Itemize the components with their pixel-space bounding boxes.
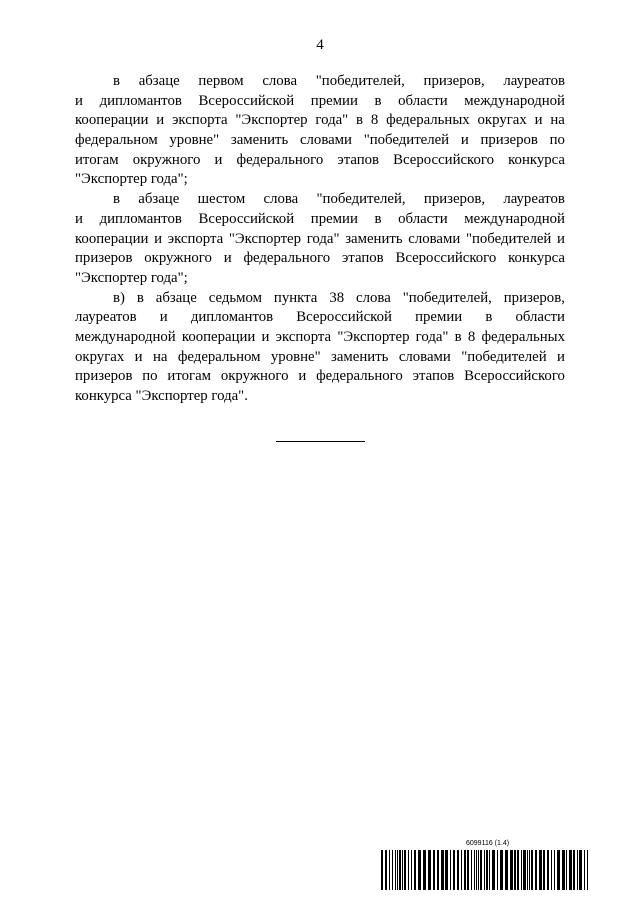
barcode-bar <box>562 850 565 890</box>
word: "победителей <box>461 348 547 365</box>
barcode-bar <box>554 850 555 890</box>
word: этапов <box>337 151 380 168</box>
word: "победителей, <box>315 73 405 89</box>
barcode-bar <box>423 850 426 890</box>
word: кооперации <box>75 112 149 129</box>
barcode-bar <box>389 850 390 890</box>
word: в <box>356 112 364 129</box>
barcode-bar <box>471 850 472 890</box>
barcode-bar <box>521 850 522 890</box>
word: "победителей, <box>316 191 406 208</box>
word: дипломантов <box>99 210 182 227</box>
paragraph-2 <box>75 190 565 288</box>
word: в <box>113 73 120 89</box>
barcode-bar <box>551 850 552 890</box>
word: Всероссийского <box>464 368 565 385</box>
word: окружного <box>144 250 212 267</box>
barcode-bar <box>395 850 396 890</box>
text-line <box>75 190 565 210</box>
barcode-bar <box>484 850 485 890</box>
word: федеральных <box>481 328 565 345</box>
barcode-bar <box>478 850 479 890</box>
word: в <box>485 309 493 326</box>
barcode-bar <box>577 850 578 890</box>
barcode-bar <box>566 850 567 890</box>
word: шестом <box>197 191 246 208</box>
word: конкурса <box>508 250 565 267</box>
barcode-bar <box>437 850 439 890</box>
word: премии <box>415 309 463 326</box>
word: премии <box>310 210 358 227</box>
word: "победителей <box>465 230 552 247</box>
barcode-bar <box>539 850 542 890</box>
paragraph-3 <box>75 289 565 407</box>
word: заменить <box>345 230 403 247</box>
barcode-bar <box>457 850 459 890</box>
text-line <box>75 111 565 131</box>
word: федеральных <box>386 112 470 129</box>
barcode-bar <box>584 850 585 890</box>
barcode-bar <box>474 850 475 890</box>
paragraph-1 <box>75 72 565 190</box>
word: "победителей, <box>402 289 492 306</box>
barcode-bar <box>428 850 431 890</box>
word: федерального <box>243 250 331 267</box>
word: области <box>515 309 565 326</box>
word: уровне" <box>169 132 220 149</box>
text-line <box>75 131 565 151</box>
word: первом <box>198 73 244 89</box>
word: на <box>550 112 565 129</box>
word: Всероссийского <box>395 250 497 267</box>
barcode-bar <box>489 850 490 890</box>
word: по <box>142 368 158 385</box>
word: окружного <box>220 368 289 385</box>
barcode-bar <box>573 850 575 890</box>
word: федерального <box>316 368 403 385</box>
text-line <box>75 92 565 112</box>
barcode <box>381 850 591 890</box>
barcode-bar <box>547 850 549 890</box>
word: призеров <box>480 132 538 149</box>
word: лауреатов <box>503 191 565 208</box>
word: этапов <box>412 368 455 385</box>
text-line <box>75 72 565 92</box>
barcode-bar <box>433 850 435 890</box>
word: абзаце <box>155 289 197 306</box>
word: в) <box>113 289 125 306</box>
barcode-bar <box>514 850 516 890</box>
word: Всероссийской <box>296 309 392 326</box>
word: области <box>398 92 448 109</box>
barcode-bar <box>381 850 383 890</box>
word: экспорта <box>275 328 332 345</box>
word: и <box>75 210 83 227</box>
word: и <box>214 151 223 168</box>
word: абзаце <box>138 73 180 89</box>
text-line <box>75 210 565 230</box>
text-line: "Экспортер года"; <box>75 269 188 286</box>
word: дипломантов <box>99 92 182 109</box>
barcode-bar <box>557 850 560 890</box>
word: пункта <box>273 289 318 306</box>
word: призеров <box>75 250 133 267</box>
barcode-bar <box>411 850 412 890</box>
document-body <box>75 72 565 407</box>
word: "Экспортер <box>228 230 302 247</box>
text-line <box>75 289 565 309</box>
word: конкурса <box>508 151 565 168</box>
word: округах <box>75 348 125 365</box>
word: 8 <box>467 328 476 345</box>
barcode-bar <box>587 850 588 890</box>
word: и <box>154 230 163 247</box>
barcode-bar <box>418 850 421 890</box>
word: абзаце <box>138 191 180 208</box>
word: Всероссийского <box>393 151 494 168</box>
word: экспорта <box>172 112 228 129</box>
text-line <box>75 348 565 368</box>
word: этапов <box>341 250 384 267</box>
barcode-bar <box>408 850 409 890</box>
word: международной <box>464 210 565 227</box>
text-line: "Экспортер года"; <box>75 171 188 188</box>
word: международной <box>464 92 565 109</box>
word: и <box>159 309 168 326</box>
word: призеров, <box>423 191 486 208</box>
barcode-bar <box>535 850 537 890</box>
barcode-bar <box>492 850 495 890</box>
word: в <box>136 289 144 306</box>
word: заменить <box>230 132 289 149</box>
word: и <box>557 230 565 247</box>
word: на <box>152 348 168 365</box>
word: и <box>223 250 232 267</box>
page-number: 4 <box>316 37 324 53</box>
barcode-bar <box>402 850 403 890</box>
word: международной <box>75 328 176 345</box>
barcode-bar <box>523 850 526 890</box>
word: призеров, <box>503 289 565 306</box>
barcode-bar <box>404 850 406 890</box>
text-line <box>75 249 565 269</box>
barcode-bar <box>500 850 503 890</box>
word: года" <box>415 328 449 345</box>
barcode-bar <box>461 850 462 890</box>
word: округах <box>477 112 527 129</box>
word: уровне" <box>270 348 321 365</box>
word: федеральном <box>75 132 158 149</box>
word: итогам <box>75 151 119 168</box>
word: окружного <box>132 151 201 168</box>
word: в <box>454 328 462 345</box>
word: слова <box>356 289 391 306</box>
word: и <box>534 112 543 129</box>
word: года" <box>315 112 349 129</box>
word: "победителей <box>363 132 450 149</box>
barcode-bar <box>467 850 469 890</box>
barcode-bar <box>517 850 519 890</box>
barcode-bar <box>441 850 444 890</box>
barcode-bar <box>531 850 533 890</box>
word: словами <box>299 132 352 149</box>
word: Всероссийской <box>198 210 295 227</box>
barcode-bar <box>579 850 582 890</box>
barcode-bar <box>453 850 455 890</box>
word: призеров, <box>423 73 485 89</box>
word: по <box>549 132 565 149</box>
word: Всероссийской <box>198 92 295 109</box>
text-line <box>75 230 565 250</box>
barcode-bar <box>399 850 401 890</box>
barcode-bar <box>450 850 451 890</box>
word: федеральном <box>177 348 261 365</box>
barcode-bar <box>385 850 387 890</box>
word: кооперации <box>181 328 256 345</box>
barcode-bar <box>464 850 466 890</box>
word: словами <box>408 230 461 247</box>
word: в <box>374 92 382 109</box>
text-line <box>75 151 565 171</box>
word: и <box>156 112 165 129</box>
barcode-bar <box>510 850 513 890</box>
word: года" <box>306 230 340 247</box>
word: словами <box>398 348 451 365</box>
word: седьмом <box>208 289 262 306</box>
word: кооперации <box>75 230 149 247</box>
barcode-bar <box>529 850 530 890</box>
barcode-bar <box>543 850 545 890</box>
text-line <box>75 328 565 348</box>
word: и <box>460 132 469 149</box>
barcode-bar <box>527 850 528 890</box>
text-line <box>75 367 565 387</box>
barcode-bar <box>397 850 398 890</box>
word: экспорта <box>167 230 224 247</box>
text-line: конкурса "Экспортер года". <box>75 388 248 404</box>
word: и <box>557 348 565 365</box>
word: и <box>134 348 143 365</box>
barcode-bar <box>392 850 393 890</box>
word: 38 <box>329 289 345 306</box>
word: в <box>113 191 120 208</box>
word: "Экспортер <box>235 112 308 129</box>
barcode-number: 6099116 (1.4) <box>466 840 510 847</box>
barcode-bar <box>476 850 477 890</box>
word: области <box>398 210 448 227</box>
word: в <box>374 210 382 227</box>
text-line <box>75 308 565 328</box>
word: лауреатов <box>75 309 137 326</box>
word: премии <box>310 92 358 109</box>
word: и <box>75 92 83 109</box>
barcode-bar <box>445 850 448 890</box>
barcode-bar <box>505 850 508 890</box>
barcode-bar <box>486 850 488 890</box>
word: и <box>298 368 307 385</box>
barcode-bar <box>414 850 416 890</box>
word: призеров <box>75 368 133 385</box>
barcode-bar <box>569 850 572 890</box>
word: итогам <box>167 368 212 385</box>
barcode-bar <box>480 850 482 890</box>
word: слова <box>262 73 298 89</box>
word: и <box>261 328 270 345</box>
end-divider <box>276 441 365 442</box>
word: федерального <box>236 151 324 168</box>
word: лауреатов <box>503 73 565 89</box>
word: 8 <box>370 112 379 129</box>
word: "Экспортер <box>337 328 410 345</box>
barcode-bar <box>497 850 498 890</box>
word: заменить <box>331 348 389 365</box>
word: дипломантов <box>190 309 274 326</box>
word: слова <box>263 191 299 208</box>
